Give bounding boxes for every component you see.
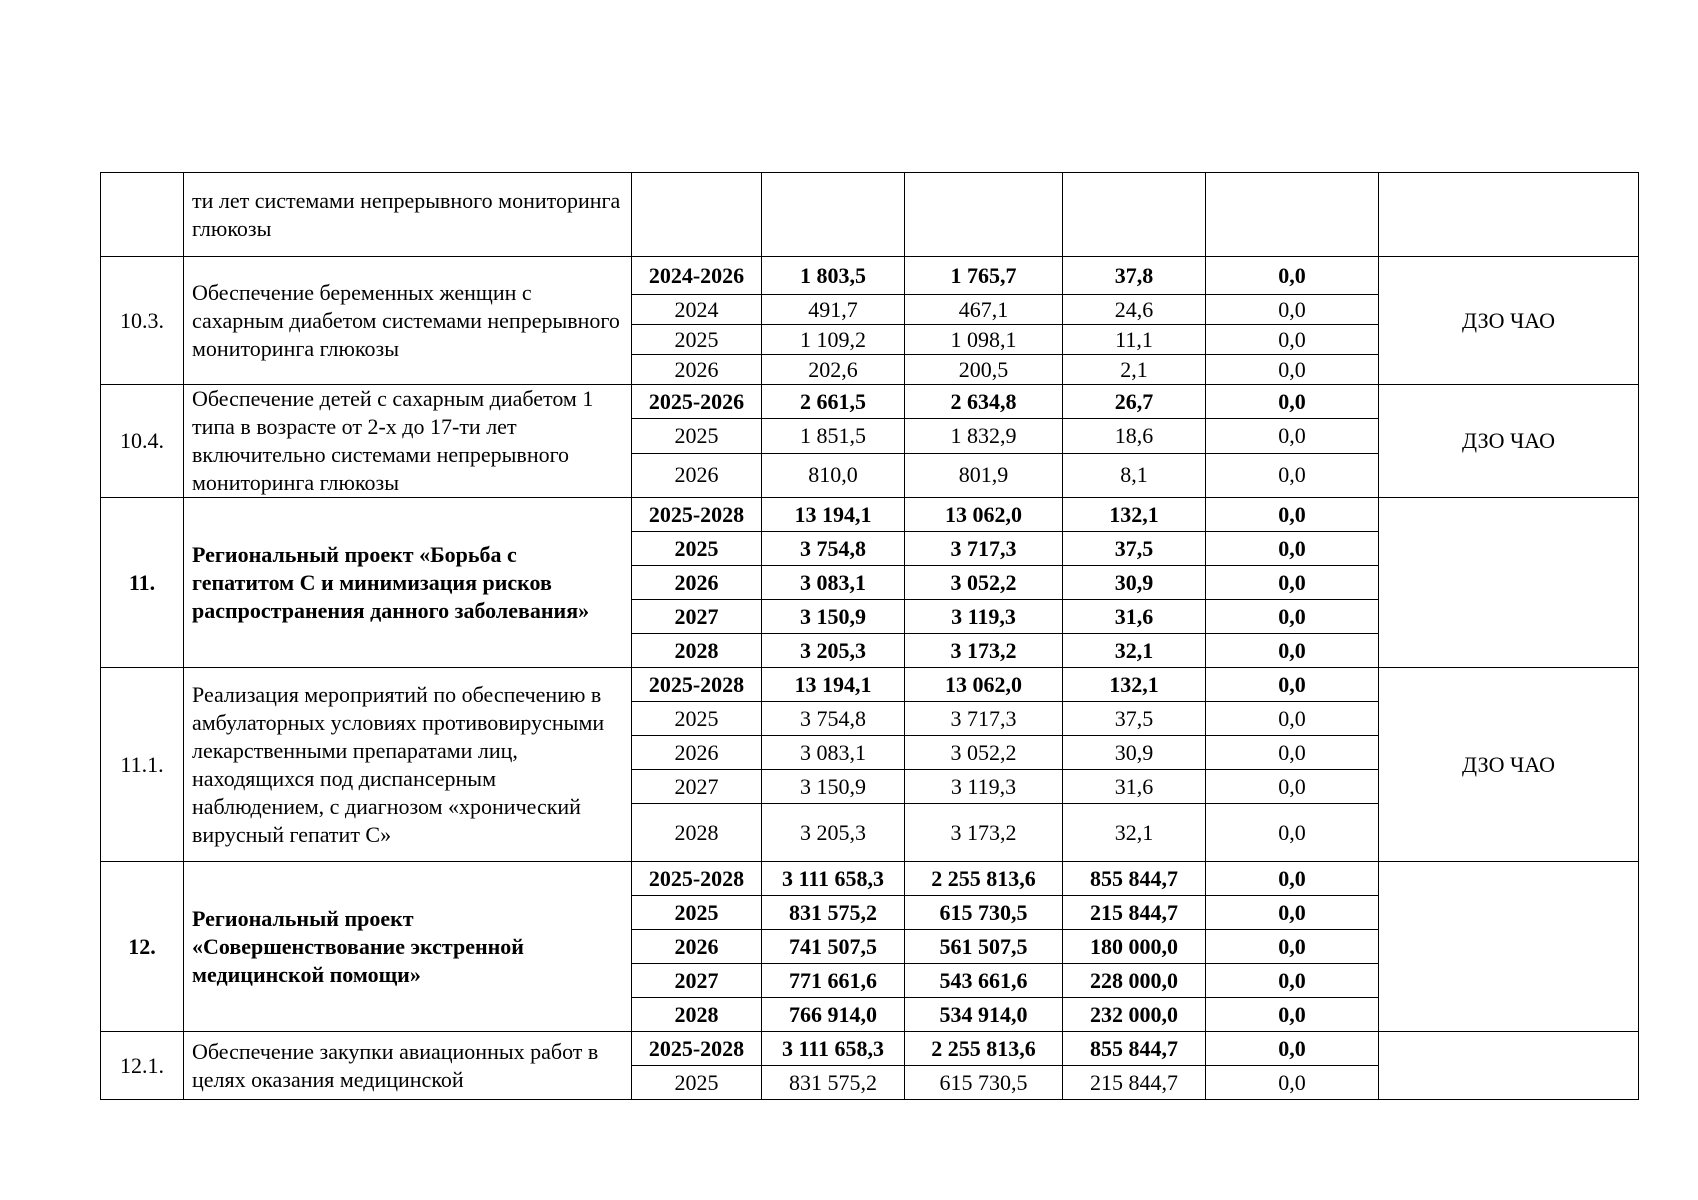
federal-cell: 801,9	[905, 453, 1063, 497]
total-cell: 3 111 658,3	[762, 862, 905, 896]
total-cell: 1 803,5	[762, 257, 905, 295]
measure-name-cell: Региональный проект «Совершенствование экстренной медицинской помощи»	[184, 862, 632, 1032]
other-cell: 0,0	[1206, 736, 1379, 770]
federal-cell: 2 255 813,6	[905, 862, 1063, 896]
other-cell: 0,0	[1206, 896, 1379, 930]
year-cell: 2028	[632, 804, 762, 862]
year-cell: 2025	[632, 702, 762, 736]
total-cell: 771 661,6	[762, 964, 905, 998]
budget-table	[100, 172, 1639, 1100]
other-cell: 0,0	[1206, 566, 1379, 600]
other-cell: 0,0	[1206, 498, 1379, 532]
federal-cell: 200,5	[905, 355, 1063, 385]
year-cell: 2027	[632, 600, 762, 634]
total-cell: 3 150,9	[762, 770, 905, 804]
regional-cell: 2,1	[1063, 355, 1206, 385]
other-cell: 0,0	[1206, 702, 1379, 736]
regional-cell: 26,7	[1063, 385, 1206, 419]
table-row	[101, 668, 1639, 702]
federal-cell: 3 173,2	[905, 804, 1063, 862]
measure-name-cell: Обеспечение беременных женщин с сахарным диабетом системами непрерывного мониторинга глюкозы	[184, 257, 632, 385]
year-cell: 2026	[632, 355, 762, 385]
regional-cell: 37,5	[1063, 702, 1206, 736]
federal-cell: 3 119,3	[905, 600, 1063, 634]
measure-name-cell: Региональный проект «Борьба с гепатитом С и минимизация рисков распространения данного заболевания»	[184, 498, 632, 668]
responsible-cell	[1379, 862, 1639, 1032]
regional-cell: 228 000,0	[1063, 964, 1206, 998]
total-cell: 3 205,3	[762, 804, 905, 862]
other-cell: 0,0	[1206, 419, 1379, 453]
responsible-cell	[1379, 498, 1639, 668]
regional-cell: 8,1	[1063, 453, 1206, 497]
federal-cell: 2 255 813,6	[905, 1032, 1063, 1066]
regional-cell: 180 000,0	[1063, 930, 1206, 964]
other-cell: 0,0	[1206, 600, 1379, 634]
year-cell: 2025	[632, 419, 762, 453]
other-cell: 0,0	[1206, 998, 1379, 1032]
table-row	[101, 173, 1639, 257]
measure-name-cell: Обеспечение детей с сахарным диабетом 1 типа в возрасте от 2-х до 17-ти лет включительно системами непрерывного мониторинга глюкозы	[184, 385, 632, 498]
table-row	[101, 862, 1639, 896]
year-cell: 2027	[632, 964, 762, 998]
federal-cell: 543 661,6	[905, 964, 1063, 998]
federal-cell: 3 717,3	[905, 702, 1063, 736]
federal-cell: 1 832,9	[905, 419, 1063, 453]
other-cell: 0,0	[1206, 1066, 1379, 1100]
other-cell: 0,0	[1206, 1032, 1379, 1066]
regional-cell: 32,1	[1063, 804, 1206, 862]
year-cell: 2024-2026	[632, 257, 762, 295]
total-cell: 2 661,5	[762, 385, 905, 419]
year-cell: 2028	[632, 634, 762, 668]
row-number-cell: 10.3.	[101, 257, 184, 385]
other-cell: 0,0	[1206, 770, 1379, 804]
total-cell: 831 575,2	[762, 896, 905, 930]
table-row	[101, 1032, 1639, 1066]
total-cell: 741 507,5	[762, 930, 905, 964]
regional-cell: 37,5	[1063, 532, 1206, 566]
total-cell: 3 083,1	[762, 736, 905, 770]
total-cell: 1 109,2	[762, 325, 905, 355]
total-cell: 1 851,5	[762, 419, 905, 453]
row-number-cell: 12.	[101, 862, 184, 1032]
other-cell: 0,0	[1206, 634, 1379, 668]
year-cell: 2026	[632, 930, 762, 964]
table-body	[101, 173, 1639, 1100]
regional-cell: 132,1	[1063, 668, 1206, 702]
other-cell: 0,0	[1206, 257, 1379, 295]
year-cell: 2025	[632, 532, 762, 566]
year-cell: 2027	[632, 770, 762, 804]
regional-cell: 232 000,0	[1063, 998, 1206, 1032]
total-cell	[762, 173, 905, 257]
regional-cell: 18,6	[1063, 419, 1206, 453]
row-number-cell	[101, 173, 184, 257]
row-number-cell: 11.1.	[101, 668, 184, 862]
year-cell: 2025	[632, 325, 762, 355]
other-cell: 0,0	[1206, 453, 1379, 497]
regional-cell	[1063, 173, 1206, 257]
other-cell: 0,0	[1206, 295, 1379, 325]
responsible-cell: ДЗО ЧАО	[1379, 385, 1639, 498]
responsible-cell	[1379, 1032, 1639, 1100]
federal-cell: 534 914,0	[905, 998, 1063, 1032]
year-cell	[632, 173, 762, 257]
regional-cell: 132,1	[1063, 498, 1206, 532]
row-number-cell: 12.1.	[101, 1032, 184, 1100]
total-cell: 831 575,2	[762, 1066, 905, 1100]
other-cell: 0,0	[1206, 862, 1379, 896]
federal-cell: 13 062,0	[905, 498, 1063, 532]
other-cell: 0,0	[1206, 325, 1379, 355]
federal-cell: 615 730,5	[905, 896, 1063, 930]
federal-cell: 3 173,2	[905, 634, 1063, 668]
other-cell: 0,0	[1206, 668, 1379, 702]
other-cell: 0,0	[1206, 355, 1379, 385]
federal-cell: 3 052,2	[905, 736, 1063, 770]
total-cell: 3 754,8	[762, 532, 905, 566]
regional-cell: 30,9	[1063, 566, 1206, 600]
measure-name-cell: Реализация мероприятий по обеспечению в амбулаторных условиях противовирусными лекарственными препаратами лиц, находящихся под диспансерным наблюдением, с диагнозом «хронический вирусный гепатит С»	[184, 668, 632, 862]
federal-cell: 2 634,8	[905, 385, 1063, 419]
year-cell: 2026	[632, 736, 762, 770]
year-cell: 2025	[632, 896, 762, 930]
table-row	[101, 257, 1639, 295]
regional-cell: 855 844,7	[1063, 862, 1206, 896]
measure-name-cell: ти лет системами непрерывного мониторинга глюкозы	[184, 173, 632, 257]
federal-cell	[905, 173, 1063, 257]
federal-cell: 1 765,7	[905, 257, 1063, 295]
total-cell: 202,6	[762, 355, 905, 385]
federal-cell: 615 730,5	[905, 1066, 1063, 1100]
other-cell: 0,0	[1206, 964, 1379, 998]
other-cell: 0,0	[1206, 930, 1379, 964]
year-cell: 2026	[632, 566, 762, 600]
year-cell: 2024	[632, 295, 762, 325]
federal-cell: 3 052,2	[905, 566, 1063, 600]
year-cell: 2026	[632, 453, 762, 497]
federal-cell: 1 098,1	[905, 325, 1063, 355]
other-cell	[1206, 173, 1379, 257]
row-number-cell: 10.4.	[101, 385, 184, 498]
federal-cell: 467,1	[905, 295, 1063, 325]
other-cell: 0,0	[1206, 804, 1379, 862]
other-cell: 0,0	[1206, 532, 1379, 566]
federal-cell: 3 717,3	[905, 532, 1063, 566]
federal-cell: 13 062,0	[905, 668, 1063, 702]
regional-cell: 215 844,7	[1063, 896, 1206, 930]
regional-cell: 31,6	[1063, 600, 1206, 634]
federal-cell: 3 119,3	[905, 770, 1063, 804]
year-cell: 2025	[632, 1066, 762, 1100]
regional-cell: 31,6	[1063, 770, 1206, 804]
total-cell: 810,0	[762, 453, 905, 497]
regional-cell: 30,9	[1063, 736, 1206, 770]
year-cell: 2025-2028	[632, 1032, 762, 1066]
total-cell: 3 111 658,3	[762, 1032, 905, 1066]
year-cell: 2025-2028	[632, 862, 762, 896]
regional-cell: 855 844,7	[1063, 1032, 1206, 1066]
total-cell: 3 083,1	[762, 566, 905, 600]
total-cell: 13 194,1	[762, 498, 905, 532]
measure-name-cell: Обеспечение закупки авиационных работ в целях оказания медицинской	[184, 1032, 632, 1100]
responsible-cell: ДЗО ЧАО	[1379, 668, 1639, 862]
regional-cell: 215 844,7	[1063, 1066, 1206, 1100]
year-cell: 2028	[632, 998, 762, 1032]
year-cell: 2025-2028	[632, 668, 762, 702]
responsible-cell	[1379, 173, 1639, 257]
total-cell: 3 205,3	[762, 634, 905, 668]
year-cell: 2025-2028	[632, 498, 762, 532]
row-number-cell: 11.	[101, 498, 184, 668]
total-cell: 3 754,8	[762, 702, 905, 736]
total-cell: 3 150,9	[762, 600, 905, 634]
year-cell: 2025-2026	[632, 385, 762, 419]
table-row	[101, 498, 1639, 532]
total-cell: 766 914,0	[762, 998, 905, 1032]
total-cell: 13 194,1	[762, 668, 905, 702]
responsible-cell: ДЗО ЧАО	[1379, 257, 1639, 385]
regional-cell: 24,6	[1063, 295, 1206, 325]
table-row	[101, 385, 1639, 419]
regional-cell: 11,1	[1063, 325, 1206, 355]
regional-cell: 32,1	[1063, 634, 1206, 668]
regional-cell: 37,8	[1063, 257, 1206, 295]
other-cell: 0,0	[1206, 385, 1379, 419]
total-cell: 491,7	[762, 295, 905, 325]
federal-cell: 561 507,5	[905, 930, 1063, 964]
